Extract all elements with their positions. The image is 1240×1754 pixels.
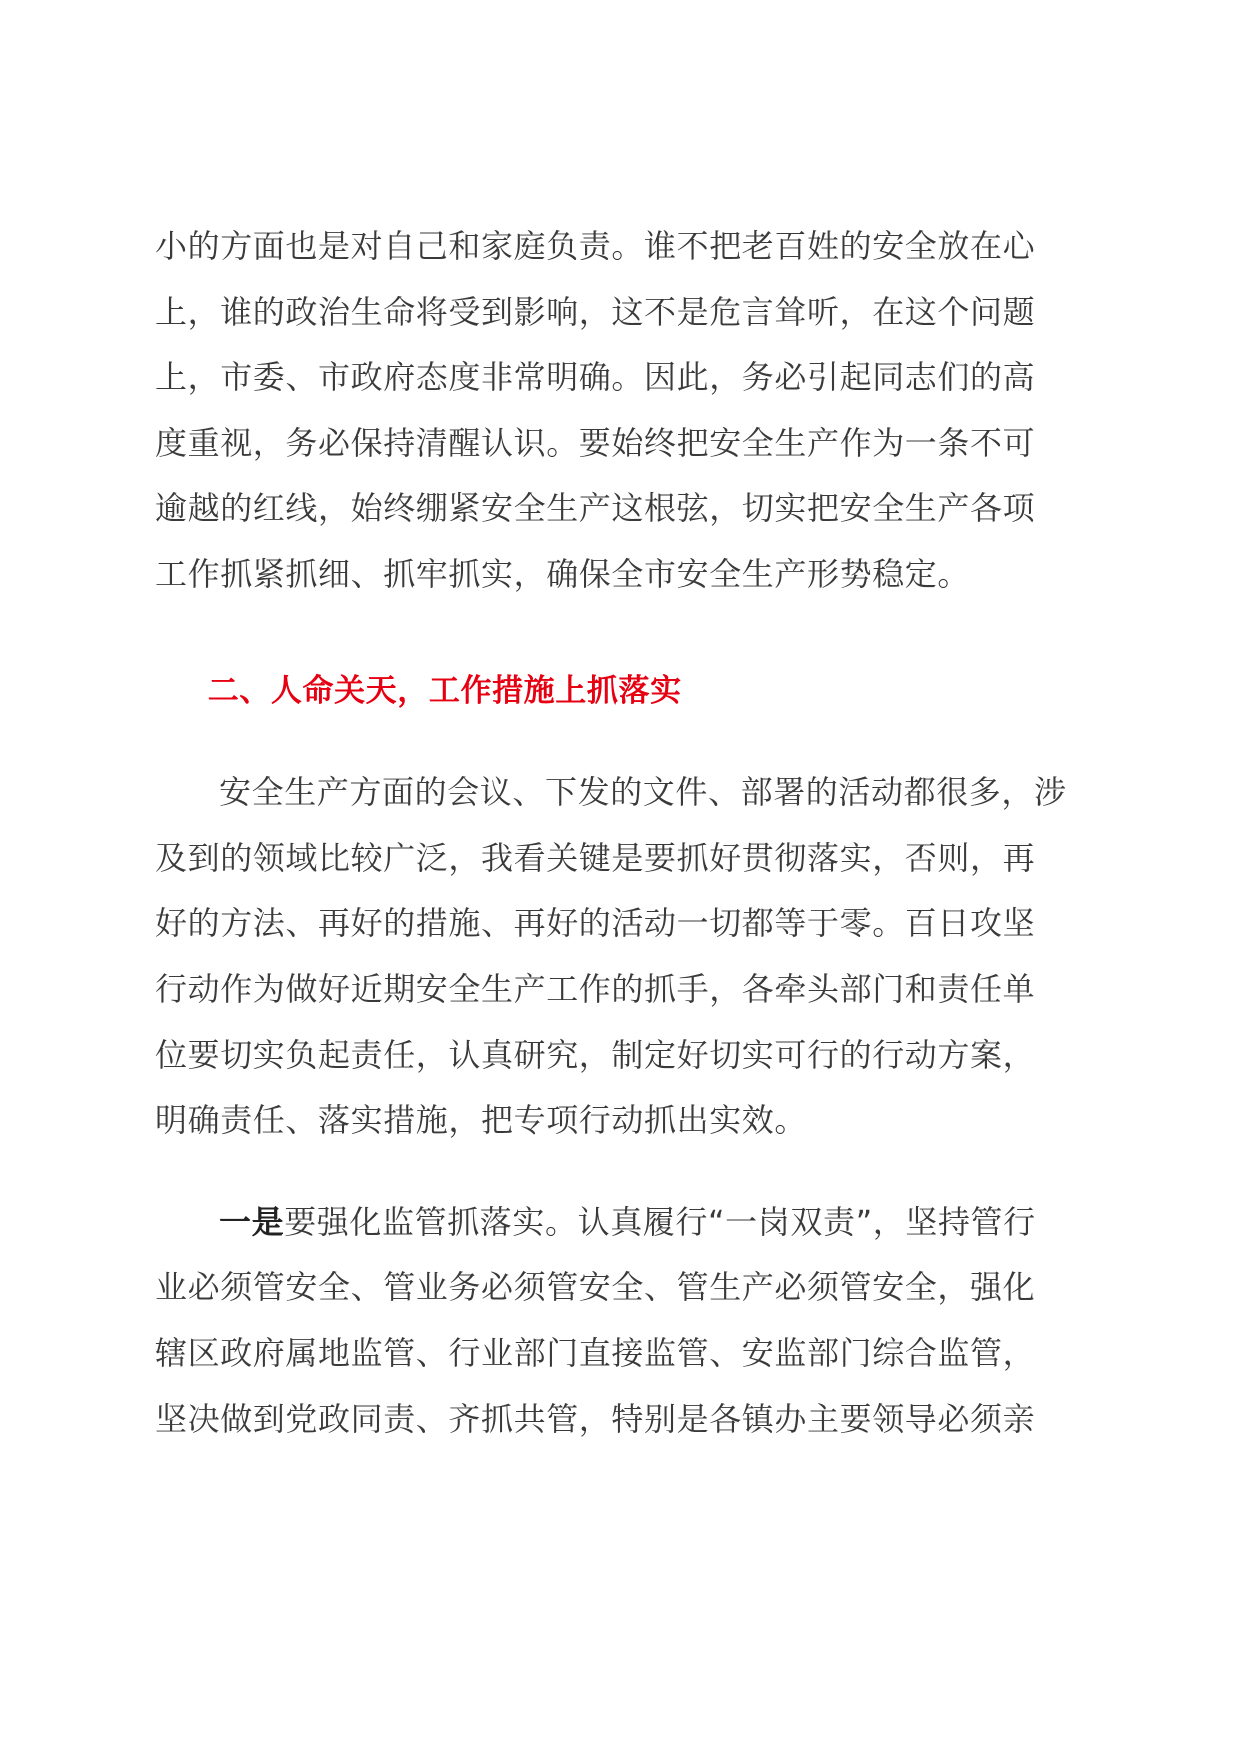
paragraph-supervision-text: 要强化监管抓落实。认真履行“一岗双责”，坚持管行 业必须管安全、管业务必须管安全、管生产必须管安全，强化 辖区政府属地监管、行业部门直接监管、安监部门综合监管， 坚决做到党政同责、齐抓共管，特别是各镇办主要领导必须亲 — [155, 1202, 1036, 1438]
paragraph-lead: 一是 — [219, 1202, 285, 1241]
paragraph-implementation: 安全生产方面的会议、下发的文件、部署的活动都很多，涉 及到的领域比较广泛，我看关键是要抓好贯彻落实，否则，再 好的方法、再好的措施、再好的活动一切都等于零。百日攻坚 行动作为做好近期安全生产工作的抓手，各牵头部门和责任单 位要切实负起责任，认真研究，制定好切实可行的行动方案， 明确责任、落实措施，把专项行动抓出实效。 — [155, 773, 1067, 1140]
paragraph-supervision — [155, 1190, 1085, 1452]
paragraph-continuation: 小的方面也是对自己和家庭负责。谁不把老百姓的安全放在心 上，谁的政治生命将受到影响，这不是危言耸听，在这个问题 上，市委、市政府态度非常明确。因此，务必引起同志们的高 度重视，务必保持清醒认识。要始终把安全生产作为一条不可 逾越的红线，始终绷紧安全生产这根弦，切实把安全生产各项 工作抓紧抓细、抓牢抓实，确保全市安全生产形势稳定。 — [155, 227, 1036, 593]
section-heading: 二、人命关天，工作措施上抓落实 — [207, 672, 682, 709]
document-body — [155, 214, 1085, 1452]
